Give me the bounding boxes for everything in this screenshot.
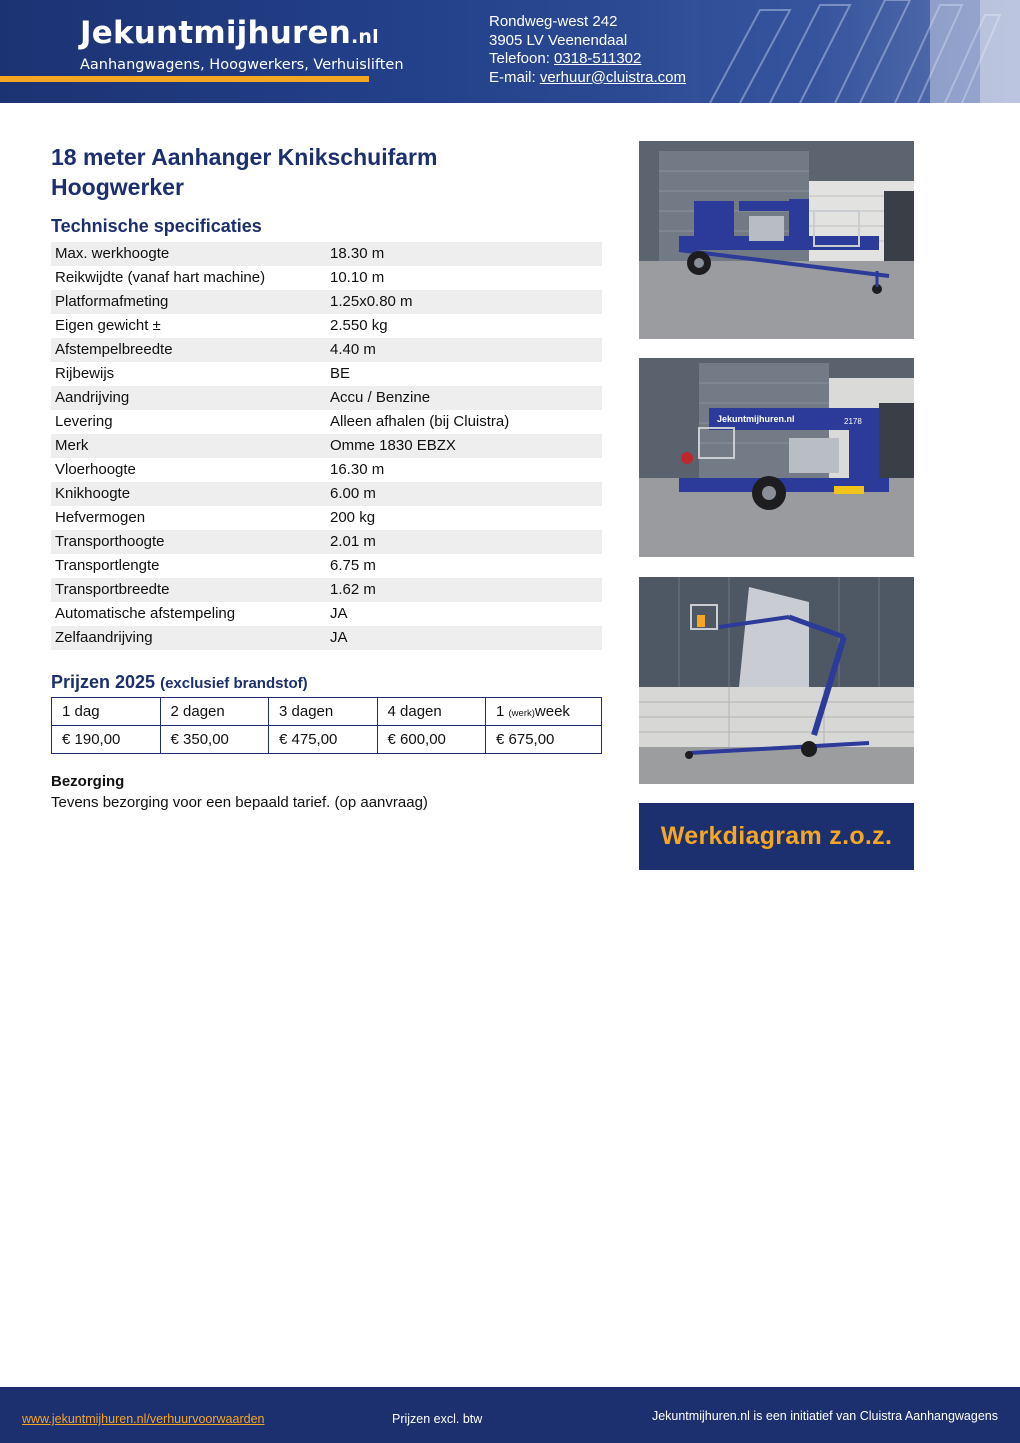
spec-row (51, 386, 602, 410)
price-cell: € 600,00 (377, 726, 486, 754)
product-photo-3 (639, 577, 914, 784)
spec-label: Automatische afstempeling (55, 605, 236, 622)
spec-row (51, 602, 602, 626)
brand-underline (0, 76, 369, 82)
prices-table (51, 697, 602, 754)
spec-label: Transportbreedte (51, 578, 330, 602)
brand-tld: .nl (351, 26, 379, 48)
spec-row (51, 434, 602, 458)
specs-table (51, 242, 602, 650)
spec-label: Transporthoogte (51, 530, 330, 554)
spec-value: 2.01 m (330, 530, 602, 554)
phone-link[interactable]: 0318-511302 (554, 50, 642, 67)
photo-2-image (639, 358, 914, 557)
email-label: E-mail: (489, 68, 540, 86)
delivery-title: Bezorging (51, 773, 125, 790)
spec-row (51, 506, 602, 530)
spec-row (51, 266, 602, 290)
lift-brand-text: Jekuntmijhuren.nl (717, 414, 795, 424)
spec-value: Alleen afhalen (bij Cluistra) (330, 413, 510, 430)
initiative-text: Jekuntmijhuren.nl is een initiatief van Cluistra Aanhangwagens (651, 1409, 998, 1423)
spec-row (51, 290, 602, 314)
spec-label: Knikhoogte (51, 482, 330, 506)
price-cell: € 475,00 (269, 726, 378, 754)
photo-3-image (639, 577, 914, 784)
spec-value: BE (330, 365, 351, 382)
price-cell: € 350,00 (160, 726, 269, 754)
spec-label: Afstempelbreedte (51, 338, 330, 362)
spec-label: Aandrijving (51, 386, 330, 410)
spec-label: Hefvermogen (55, 509, 146, 526)
prices-heading (51, 671, 308, 695)
contact-block (489, 13, 686, 87)
product-photo-2 (639, 358, 914, 557)
spec-value: 2.550 kg (330, 317, 388, 334)
spec-value: Omme 1830 EBZX (330, 434, 602, 458)
address-line2: 3905 LV Veenendaal (489, 31, 628, 49)
spec-row (51, 578, 602, 602)
product-photo-1 (639, 141, 914, 339)
spec-row (51, 410, 602, 434)
spec-label: Zelfaandrijving (51, 626, 330, 650)
spec-value: 10.10 m (330, 269, 385, 286)
spec-value: Accu / Benzine (330, 386, 602, 410)
period-cell: 3 dagen (269, 698, 378, 726)
address-line1: Rondweg-west 242 (489, 13, 618, 30)
price-note: Prijzen excl. btw (392, 1412, 483, 1426)
spec-value: 4.40 m (330, 338, 602, 362)
period-cell: 4 dagen (377, 698, 486, 726)
spec-label: Max. werkhoogte (51, 242, 330, 266)
spec-label: Platformafmeting (51, 290, 330, 314)
spec-value: 6.75 m (330, 557, 376, 574)
page-footer (0, 1387, 1020, 1443)
spec-row (51, 530, 602, 554)
spec-row (51, 626, 602, 650)
brand-logo[interactable] (80, 14, 404, 74)
spec-label: Transportlengte (55, 557, 160, 574)
phone-line (489, 50, 686, 69)
spec-label: Reikwijdte (vanaf hart machine) (55, 269, 266, 286)
price-cell: € 190,00 (52, 726, 161, 754)
spec-label: Eigen gewicht ± (55, 317, 161, 334)
photo-1-image (639, 141, 914, 339)
brand-tagline: Aanhangwagens, Hoogwerkers, Verhuisliften (80, 57, 404, 73)
spec-row (51, 362, 602, 386)
product-title: 18 meter Aanhanger Knikschuifarm Hoogwerker (51, 144, 438, 200)
spec-label: Merk (51, 434, 330, 458)
price-amount-row (52, 726, 602, 754)
spec-row (51, 314, 602, 338)
email-link[interactable]: verhuur@cluistra.com (539, 68, 686, 86)
lift-number-text: 2178 (844, 417, 862, 426)
spec-row (51, 458, 602, 482)
spec-row (51, 482, 602, 506)
spec-value: 6.00 m (330, 482, 602, 506)
price-period-row (52, 698, 602, 726)
week-prefix: 1 (496, 703, 509, 720)
period-cell: 1 dag (52, 698, 161, 726)
brand-name: Jekuntmijhuren (80, 15, 352, 51)
email-line (489, 69, 686, 88)
week-small: (werk) (508, 708, 535, 719)
spec-row (51, 554, 602, 578)
page-header (0, 0, 1020, 103)
spec-value: JA (330, 605, 348, 622)
spec-label: Levering (55, 413, 113, 430)
spec-value: 1.62 m (330, 578, 602, 602)
price-cell: € 675,00 (486, 726, 602, 754)
spec-label: Vloerhoogte (55, 461, 136, 478)
spec-row (51, 242, 602, 266)
week-suffix: week (534, 703, 570, 720)
prices-subheading: (exclusief brandstof) (160, 675, 308, 692)
spec-value: 1.25x0.80 m (330, 290, 602, 314)
period-cell: 2 dagen (160, 698, 269, 726)
header-photo-strip (700, 0, 1020, 103)
prices-heading-year: Prijzen 2025 (51, 672, 156, 692)
delivery-text: Tevens bezorging voor een bepaald tarief. (op aanvraag) (51, 794, 428, 811)
spec-value: JA (330, 626, 602, 650)
terms-link[interactable]: www.jekuntmijhuren.nl/verhuurvoorwaarden (22, 1412, 265, 1426)
period-cell-week (486, 698, 602, 726)
phone-label: Telefoon: (489, 50, 555, 67)
specs-heading: Technische specificaties (51, 216, 262, 236)
spec-row (51, 338, 602, 362)
spec-label: Rijbewijs (55, 365, 115, 382)
spec-value: 18.30 m (330, 242, 602, 266)
spec-value: 200 kg (330, 509, 376, 526)
work-diagram-button[interactable]: Werkdiagram z.o.z. (639, 803, 914, 870)
spec-value: 16.30 m (330, 461, 385, 478)
